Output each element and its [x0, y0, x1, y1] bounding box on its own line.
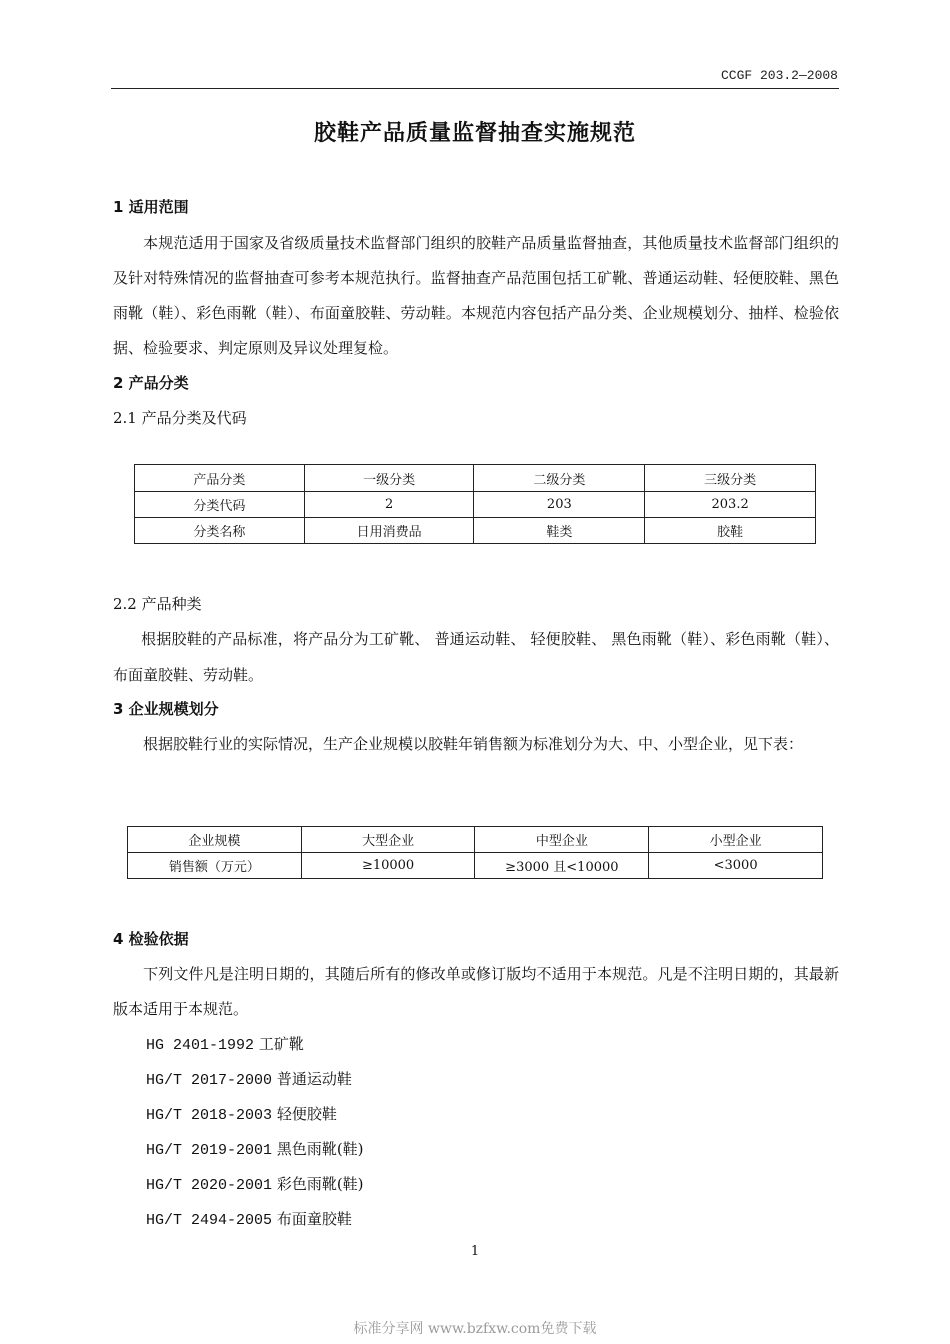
section-2-2-heading: 2.2 产品种类 — [113, 595, 202, 613]
table-cell: 中型企业 — [475, 827, 649, 853]
table-cell: ≥3000 且<10000 — [475, 853, 649, 879]
table-cell: 日用消费品 — [304, 518, 474, 544]
section-4-paragraph — [113, 957, 839, 1027]
section-2-2-paragraph — [113, 621, 839, 693]
footer-watermark: 标准分享网 www.bzfxw.com免费下载 — [353, 1321, 597, 1337]
table-row — [135, 465, 816, 492]
section-2-heading: 2 产品分类 — [113, 374, 189, 392]
standard-code: HG/T 2020-2001 — [146, 1177, 273, 1194]
table-cell: 产品分类 — [135, 465, 305, 492]
standard-name: 黑色雨靴(鞋) — [276, 1140, 364, 1158]
section-3-text: 根据胶鞋行业的实际情况，生产企业规模以胶鞋年销售额为标准划分为大、中、小型企业，见下表： — [143, 735, 804, 753]
table-row — [135, 492, 816, 518]
standard-item — [146, 1033, 304, 1054]
section-1-text: 本规范适用于国家及省级质量技术监督部门组织的胶鞋产品质量监督抽查，其他质量技术监督部门组织的及针对特殊情况的监督抽查可参考本规范执行。监督抽查产品范围包括工矿靴、普通运动鞋、轻便胶鞋、黑色雨靴（鞋）、彩色雨靴（鞋）、布面童胶鞋、劳动鞋。本规范内容包括产品分类、企业规模划分、抽样、检验依据、检验要求、判定原则及异议处理复检。 — [113, 234, 839, 357]
table-cell: 销售额（万元） — [128, 853, 302, 879]
standard-name: 工矿靴 — [258, 1035, 304, 1053]
standard-item — [146, 1068, 352, 1089]
table-cell: 企业规模 — [128, 827, 302, 853]
section-2-1-heading: 2.1 产品分类及代码 — [113, 409, 247, 427]
header-divider — [111, 88, 839, 89]
section-2-2-text: 根据胶鞋的产品标准，将产品分为工矿靴、 普通运动鞋、 轻便胶鞋、 黑色雨靴（鞋）、彩色雨靴（鞋）、布面童胶鞋、劳动鞋。 — [113, 630, 839, 684]
table-cell: 大型企业 — [301, 827, 475, 853]
document-code: CCGF 203.2—2008 — [720, 68, 838, 83]
table-cell: 胶鞋 — [645, 518, 816, 544]
section-1-paragraph — [113, 226, 839, 366]
section-4-heading: 4 检验依据 — [113, 930, 189, 948]
product-classification-table — [134, 464, 816, 544]
standard-name: 布面童胶鞋 — [276, 1210, 352, 1228]
page-number: 1 — [470, 1244, 480, 1259]
standard-name: 普通运动鞋 — [276, 1070, 352, 1088]
section-4-text: 下列文件凡是注明日期的，其随后所有的修改单或修订版均不适用于本规范。凡是不注明日期的，其最新版本适用于本规范。 — [113, 965, 839, 1018]
table-cell: 一级分类 — [304, 465, 474, 492]
standard-name: 彩色雨靴(鞋) — [276, 1175, 364, 1193]
table-row — [128, 853, 823, 879]
section-3-paragraph — [113, 727, 839, 762]
table-cell: 分类名称 — [135, 518, 305, 544]
table-cell: ≥10000 — [301, 853, 475, 879]
table-cell: <3000 — [649, 853, 823, 879]
standard-code: HG/T 2018-2003 — [146, 1107, 273, 1124]
table-cell: 小型企业 — [649, 827, 823, 853]
standard-item — [146, 1103, 337, 1124]
table-cell: 三级分类 — [645, 465, 816, 492]
enterprise-scale-table — [127, 826, 823, 879]
section-1-heading: 1 适用范围 — [113, 198, 189, 216]
standard-item — [146, 1208, 352, 1229]
document-title: 胶鞋产品质量监督抽查实施规范 — [313, 121, 636, 146]
table-cell: 分类代码 — [135, 492, 305, 518]
table-cell: 203.2 — [645, 492, 816, 518]
standard-code: HG 2401-1992 — [146, 1037, 255, 1054]
table-row — [128, 827, 823, 853]
section-3-heading: 3 企业规模划分 — [113, 700, 219, 718]
standard-code: HG/T 2494-2005 — [146, 1212, 273, 1229]
table-row — [135, 518, 816, 544]
standard-name: 轻便胶鞋 — [276, 1105, 337, 1123]
table-cell: 鞋类 — [474, 518, 645, 544]
standard-item — [146, 1173, 364, 1194]
standard-item — [146, 1138, 364, 1159]
standard-code: HG/T 2017-2000 — [146, 1072, 273, 1089]
table-cell: 2 — [304, 492, 474, 518]
table-cell: 203 — [474, 492, 645, 518]
standard-code: HG/T 2019-2001 — [146, 1142, 273, 1159]
table-cell: 二级分类 — [474, 465, 645, 492]
